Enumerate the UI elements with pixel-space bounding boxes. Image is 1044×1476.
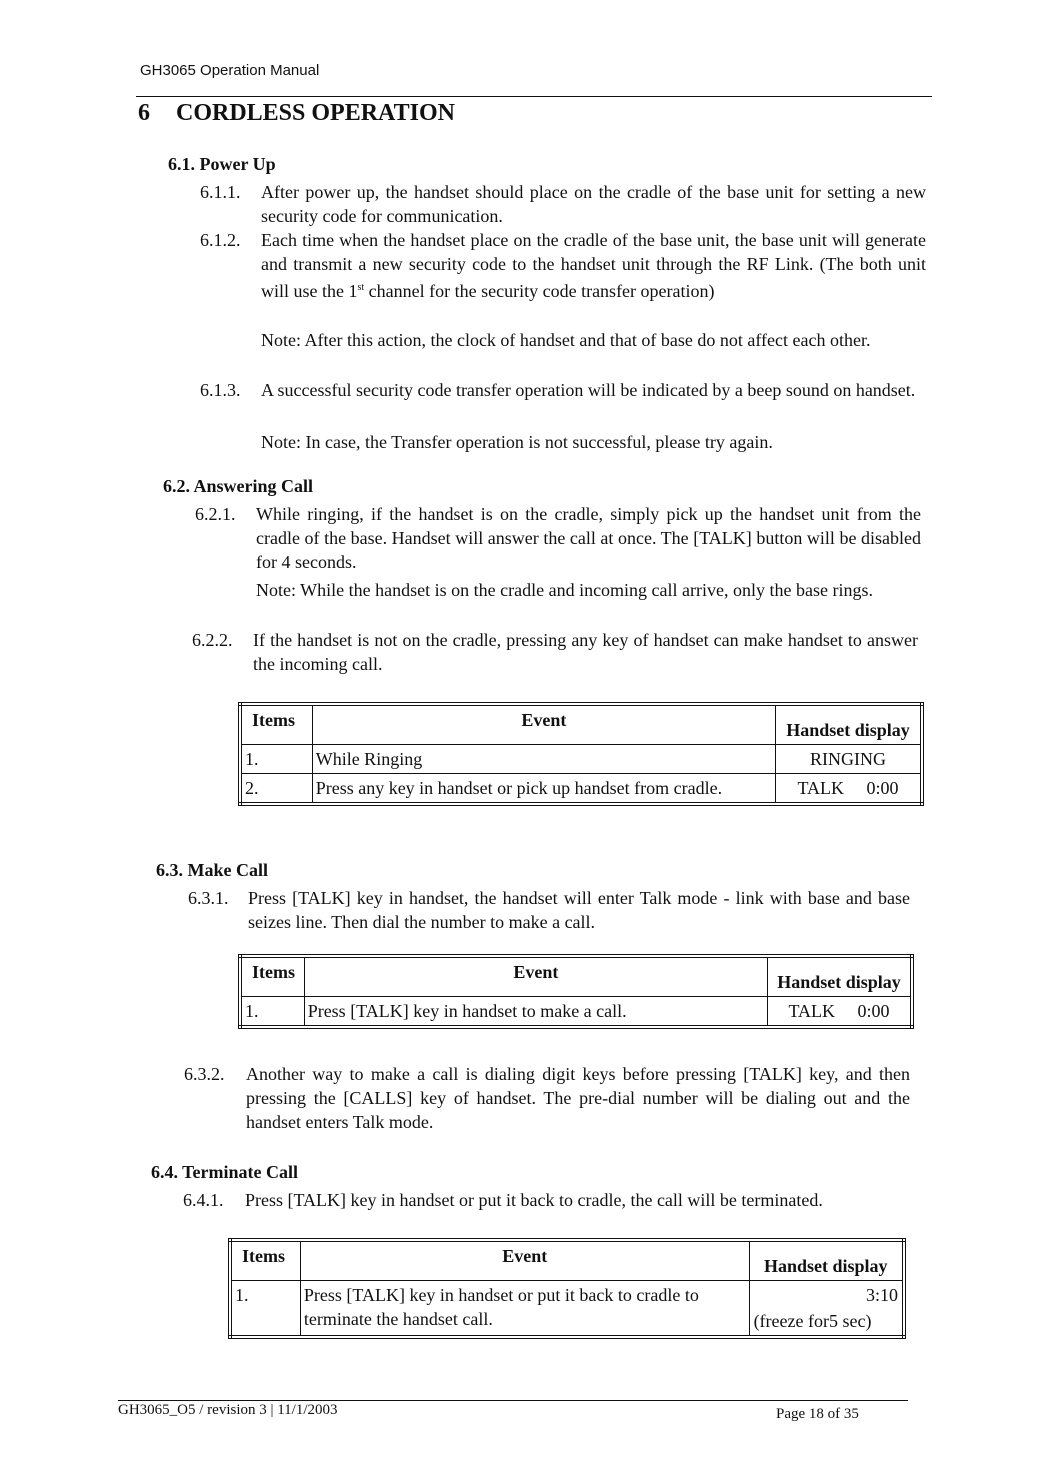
cell-event: While Ringing <box>312 745 775 774</box>
para-6-3-2 <box>184 1062 910 1138</box>
cell-display: RINGING <box>776 745 922 774</box>
para-6-4-1 <box>183 1188 909 1238</box>
cell-event: Press [TALK] key in handset or put it back to cradle to terminate the handset call. <box>300 1281 749 1338</box>
para-6-1-3 <box>200 378 926 428</box>
cell-display: TALK 0:00 <box>776 774 922 805</box>
header-event: Event <box>300 1240 749 1281</box>
display-note: (freeze for5 sec) <box>753 1311 872 1331</box>
table-answering-call <box>238 702 924 806</box>
table-row <box>240 774 922 805</box>
para-text: If the handset is not on the cradle, pressing any key of handset can make handset to answer the incoming call. <box>253 630 918 674</box>
chapter-title-text: CORDLESS OPERATION <box>176 100 455 126</box>
para-text: While ringing, if the handset is on the cradle, simply pick up the handset unit from the cradle of the base. Handset will answer the call at once. The [TALK] button will be disabled for 4 seconds. <box>256 504 921 572</box>
table-row <box>240 745 922 774</box>
para-number: 6.1.1. <box>200 182 241 202</box>
header-items: Items <box>230 1240 300 1281</box>
para-number: 6.2.2. <box>192 630 233 650</box>
note-6-2-1: Note: While the handset is on the cradle and incoming call arrive, only the base rings. <box>256 580 873 600</box>
header-handset-display: Handset display <box>776 704 922 745</box>
cell-item: 1. <box>240 745 312 774</box>
header-event: Event <box>304 956 767 997</box>
table-header-row <box>230 1240 904 1281</box>
para-6-1-1 <box>200 180 926 230</box>
table-header-row <box>240 704 922 745</box>
para-6-2-1 <box>195 502 921 576</box>
header-rule <box>136 96 932 97</box>
para-text: After power up, the handset should place on the cradle of the base unit for setting a new security code for communication. <box>261 182 926 226</box>
para-text-part: Each time when the handset place on the cradle of the base unit, the base unit will generate and transmit a new security code to the handset unit through the RF Link. (The both unit will use the 1 <box>261 230 926 301</box>
superscript: st <box>357 282 365 293</box>
note-6-1-3: Note: In case, the Transfer operation is not successful, please try again. <box>261 432 773 452</box>
table-make-call <box>238 954 914 1029</box>
para-number: 6.1.2. <box>200 230 241 250</box>
cell-event: Press [TALK] key in handset to make a call. <box>304 997 767 1028</box>
para-number: 6.4.1. <box>183 1190 224 1210</box>
running-header: GH3065 Operation Manual <box>140 62 320 79</box>
header-items: Items <box>240 956 304 997</box>
table-terminate-call <box>228 1238 906 1339</box>
cell-display: TALK 0:00 <box>768 997 912 1028</box>
note-6-1-2 <box>261 328 926 352</box>
header-event: Event <box>312 704 775 745</box>
cell-item: 2. <box>240 774 312 805</box>
para-text-part: channel for the security code transfer operation) <box>364 281 715 301</box>
cell-item: 1. <box>230 1281 300 1338</box>
display-time: 3:10 <box>865 1285 898 1305</box>
chapter-title <box>138 100 455 127</box>
footer-rule <box>118 1400 908 1401</box>
para-number: 6.3.1. <box>188 888 229 908</box>
header-handset-display: Handset display <box>749 1240 904 1281</box>
para-text: Another way to make a call is dialing digit keys before pressing [TALK] key, and then pressing the [CALLS] key of handset. The pre-dial number will be dialing out and the handset enters Talk mode. <box>246 1064 910 1132</box>
cell-event: Press any key in handset or pick up handset from cradle. <box>312 774 775 805</box>
para-text: A successful security code transfer operation will be indicated by a beep sound on handset. <box>261 380 916 400</box>
para-number: 6.3.2. <box>184 1064 225 1084</box>
cell-display <box>749 1281 904 1338</box>
para-6-1-2 <box>200 228 926 328</box>
footer-revision: GH3065_O5 / revision 3 | 11/1/2003 <box>118 1402 338 1418</box>
section-heading-6-4: 6.4. Terminate Call <box>151 1162 298 1182</box>
para-6-3-1 <box>188 886 910 936</box>
footer-page-number: Page 18 of 35 <box>776 1406 859 1422</box>
table-row <box>240 997 912 1028</box>
cell-item: 1. <box>240 997 304 1028</box>
para-number: 6.1.3. <box>200 380 241 400</box>
chapter-number: 6 <box>138 100 150 126</box>
section-heading-6-2: 6.2. Answering Call <box>163 476 314 496</box>
para-text: Press [TALK] key in handset or put it back to cradle, the call will be terminated. <box>245 1190 823 1210</box>
section-heading-6-1: 6.1. Power Up <box>168 154 276 174</box>
header-items: Items <box>240 704 312 745</box>
table-row <box>230 1281 904 1338</box>
para-text <box>261 228 926 303</box>
section-heading-6-3: 6.3. Make Call <box>156 860 268 880</box>
table-header-row <box>240 956 912 997</box>
para-text: Press [TALK] key in handset, the handset will enter Talk mode - link with base and base seizes line. Then dial the number to make a call. <box>248 888 910 932</box>
note-text: Note: After this action, the clock of handset and that of base do not affect each other. <box>261 330 871 350</box>
para-6-2-2 <box>192 628 918 678</box>
para-number: 6.2.1. <box>195 504 236 524</box>
header-handset-display: Handset display <box>768 956 912 997</box>
